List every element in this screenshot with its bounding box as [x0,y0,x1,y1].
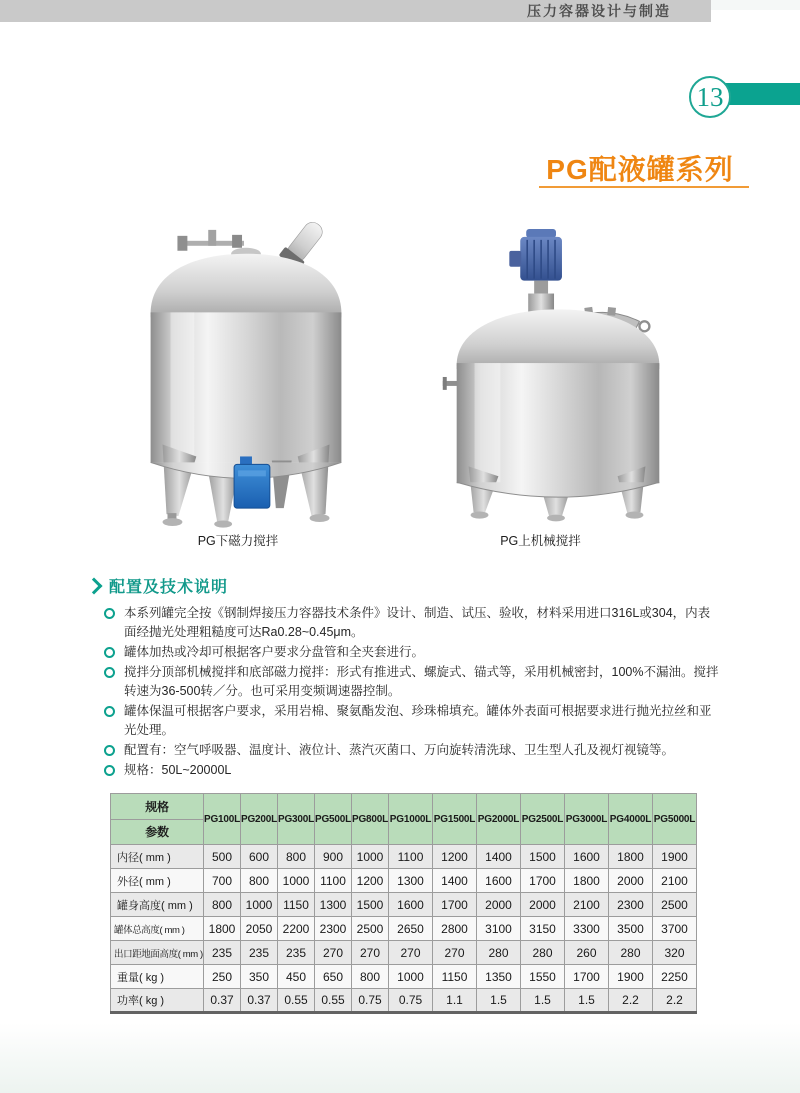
column-header: PG4000L [609,794,653,845]
table-cell: 2200 [278,917,315,941]
table-cell: 2800 [433,917,477,941]
section-heading-text: 配置及技术说明 [109,579,229,596]
table-cell: 235 [278,941,315,965]
table-cell: 2000 [477,893,521,917]
column-header: PG1500L [433,794,477,845]
table-cell: 1900 [653,845,697,869]
corner-label-param: 参数 [145,825,169,839]
table-cell: 280 [477,941,521,965]
row-label: 外径( mm ) [111,869,204,893]
table-cell: 1500 [521,845,565,869]
bullet-ring-icon [104,647,115,658]
corner-header-cell [111,794,204,845]
table-cell: 320 [653,941,697,965]
table-cell: 800 [278,845,315,869]
table-cell: 1600 [477,869,521,893]
table-row [111,917,697,941]
tank-photo-magnetic-stir [122,212,372,530]
corner-label-spec: 规格 [111,795,203,820]
table-cell: 1600 [389,893,433,917]
table-cell: 235 [204,941,241,965]
table-cell: 2500 [653,893,697,917]
table-cell: 1.1 [433,989,477,1013]
table-cell: 1.5 [565,989,609,1013]
table-cell: 1900 [609,965,653,989]
page-number: 13 [696,81,724,112]
column-header: PG800L [352,794,389,845]
spec-bullet-item [104,604,720,642]
row-label: 罐身高度( mm ) [111,893,204,917]
table-cell: 900 [315,845,352,869]
table-cell: 260 [565,941,609,965]
table-cell: 2300 [609,893,653,917]
table-cell: 450 [278,965,315,989]
title-underline [539,186,749,188]
spec-bullet-list [104,604,720,781]
table-cell: 270 [315,941,352,965]
table-cell: 1000 [389,965,433,989]
column-header: PG2500L [521,794,565,845]
table-cell: 1000 [352,845,389,869]
table-cell: 3150 [521,917,565,941]
table-cell: 1800 [609,845,653,869]
row-label: 内径( mm ) [111,845,204,869]
column-header: PG500L [315,794,352,845]
table-cell: 2100 [653,869,697,893]
chevron-right-icon [86,578,103,595]
row-label: 功率( kg ) [111,989,204,1013]
table-cell: 280 [521,941,565,965]
table-cell: 235 [241,941,278,965]
table-cell: 2650 [389,917,433,941]
table-cell: 3300 [565,917,609,941]
table-cell: 1800 [204,917,241,941]
table-cell: 800 [204,893,241,917]
table-cell: 2250 [653,965,697,989]
header-breadcrumb: 压力容器设计与制造 [527,3,671,19]
column-header: PG100L [204,794,241,845]
table-cell: 800 [241,869,278,893]
tank-photo-mechanical-stir [440,224,675,522]
column-header: PG2000L [477,794,521,845]
row-label: 出口距地面高度( mm ) [111,941,204,965]
page-number-badge [689,76,731,118]
header-bar [0,0,711,22]
spec-table [110,793,697,1014]
spec-bullet-item [104,761,720,780]
table-cell: 1200 [433,845,477,869]
table-cell: 1700 [565,965,609,989]
row-label: 重量( kg ) [111,965,204,989]
table-cell: 1300 [315,893,352,917]
table-row [111,965,697,989]
figure-caption-magnetic: PG下磁力搅拌 [197,534,279,548]
table-cell: 1700 [433,893,477,917]
table-cell: 2050 [241,917,278,941]
table-cell: 2100 [565,893,609,917]
spec-table-head [111,794,697,845]
spec-bullet-item [104,643,720,662]
table-cell: 2000 [521,893,565,917]
table-cell: 0.75 [389,989,433,1013]
table-cell: 270 [389,941,433,965]
table-row [111,941,697,965]
table-cell: 1000 [241,893,278,917]
bullet-ring-icon [104,745,115,756]
table-cell: 1500 [352,893,389,917]
column-header: PG3000L [565,794,609,845]
spec-bullet-item [104,663,720,701]
table-cell: 1400 [477,845,521,869]
table-row [111,989,697,1013]
table-cell: 700 [204,869,241,893]
table-cell: 1.5 [521,989,565,1013]
table-cell: 2.2 [609,989,653,1013]
bullet-text: 本系列罐完全按《钢制焊接压力容器技术条件》设计、制造、试压、验收，材料采用进口316L或304，内表面经抛光处理粗糙度可达Ra0.28~0.45μm。 [124,606,711,639]
spec-bullet-item [104,702,720,740]
table-cell: 2.2 [653,989,697,1013]
table-cell: 650 [315,965,352,989]
table-cell: 600 [241,845,278,869]
bullet-text: 配置有：空气呼吸器、温度计、液位计、蒸汽灭菌口、万向旋转清洗球、卫生型人孔及视灯视镜等。 [124,743,675,757]
bullet-text: 罐体加热或冷却可根据客户要求分盘管和全夹套进行。 [124,645,425,659]
table-cell: 2500 [352,917,389,941]
table-cell: 1400 [433,869,477,893]
table-cell: 1100 [389,845,433,869]
table-cell: 800 [352,965,389,989]
table-cell: 3700 [653,917,697,941]
row-label: 罐体总高度( mm ) [111,917,204,941]
section-heading [88,574,228,597]
table-cell: 270 [352,941,389,965]
table-row [111,893,697,917]
table-cell: 2300 [315,917,352,941]
column-header: PG300L [278,794,315,845]
spec-bullet-item [104,741,720,760]
table-cell: 500 [204,845,241,869]
bullet-ring-icon [104,706,115,717]
table-cell: 1800 [565,869,609,893]
table-cell: 280 [609,941,653,965]
table-cell: 0.37 [204,989,241,1013]
spec-table-body [111,845,697,1013]
table-cell: 1300 [389,869,433,893]
table-cell: 2000 [609,869,653,893]
page-title: PG配液罐系列 [546,154,734,185]
bullet-text: 搅拌分顶部机械搅拌和底部磁力搅拌：形式有推进式、螺旋式、锚式等，采用机械密封，100%不漏油。搅拌转速为36-500转／分。也可采用变频调速器控制。 [124,665,719,698]
table-cell: 0.75 [352,989,389,1013]
table-cell: 1200 [352,869,389,893]
bullet-ring-icon [104,765,115,776]
table-cell: 1550 [521,965,565,989]
table-cell: 250 [204,965,241,989]
table-cell: 1.5 [477,989,521,1013]
table-cell: 1150 [278,893,315,917]
table-cell: 1100 [315,869,352,893]
bullet-ring-icon [104,608,115,619]
spec-table-header-row [111,794,697,845]
bullet-ring-icon [104,667,115,678]
table-row [111,869,697,893]
table-cell: 3500 [609,917,653,941]
table-cell: 1600 [565,845,609,869]
table-cell: 1700 [521,869,565,893]
table-cell: 3100 [477,917,521,941]
table-cell: 270 [433,941,477,965]
background-watermark-bottom [0,1023,800,1093]
table-cell: 0.37 [241,989,278,1013]
table-row [111,845,697,869]
table-cell: 1150 [433,965,477,989]
bullet-text: 规格：50L~20000L [124,763,232,777]
table-cell: 350 [241,965,278,989]
column-header: PG1000L [389,794,433,845]
column-header: PG200L [241,794,278,845]
table-cell: 1350 [477,965,521,989]
figure-caption-mechanical: PG上机械搅拌 [500,534,581,548]
table-cell: 1000 [278,869,315,893]
table-cell: 0.55 [278,989,315,1013]
column-header: PG5000L [653,794,697,845]
bullet-text: 罐体保温可根据客户要求，采用岩棉、聚氨酯发泡、珍珠棉填充。罐体外表面可根据要求进行抛光拉丝和亚光处理。 [124,704,712,737]
table-cell: 0.55 [315,989,352,1013]
